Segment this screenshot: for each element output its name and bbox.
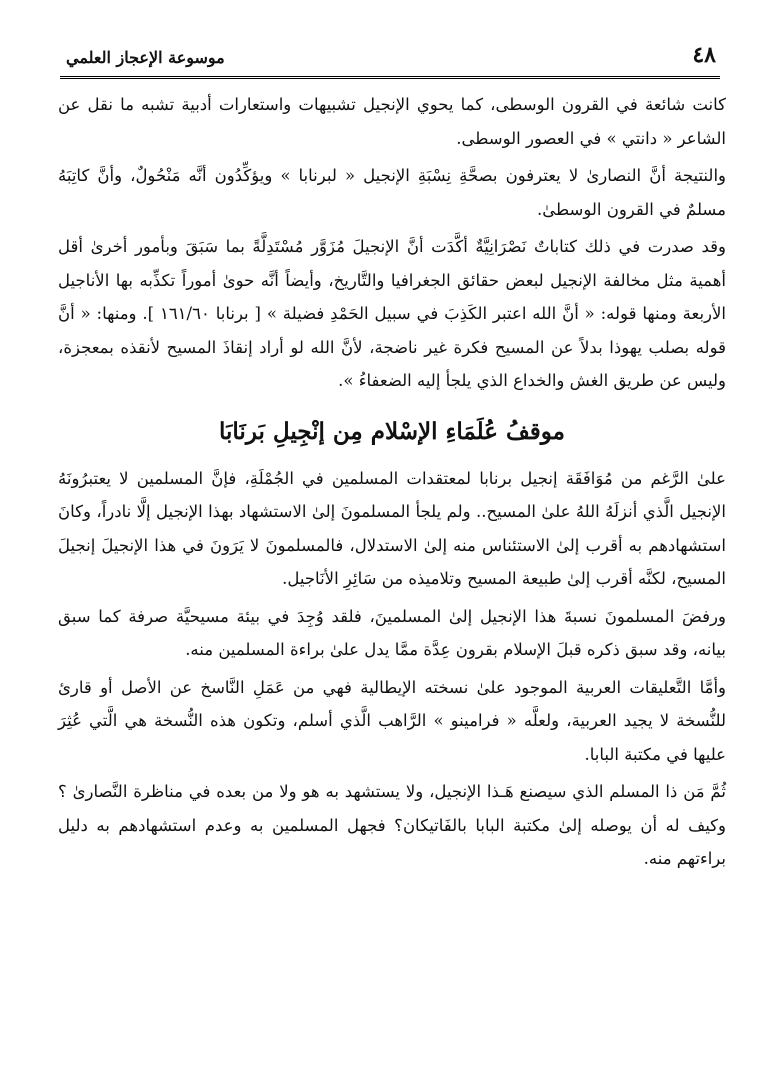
page-body — [58, 88, 726, 880]
paragraph: علىٰ الرَّغم من مُوَافَقَة إنجيل برنابا لمعتقدات المسلمين في الجُمْلَةِ، فإنَّ المسلمين لا يعتبرُونَهُ الإنجيل الَّذي أنزلَهُ اللهُ علىٰ المسيح.. ولم يلجأ المسلمونَ إلىٰ الاستشهاد بهذا الإنجيل إلَّا نادراً، وكانَ استشهادهم به أقرب إلىٰ الاستئناس منه إلىٰ الاستدلال، فالمسلمونَ لا يَرَونَ في هذا الإنجيلَ إنجيلَ المسيح، لكنَّه أقرب إلىٰ طبيعة المسيح وتلاميذه من سَائِرِ الأنَاجيل. — [58, 468, 726, 588]
paragraph: ورفضَ المسلمونَ نسبةَ هذا الإنجيل إلىٰ المسلمينَ، فلقد وُجِدَ في بيئة مسيحيَّة صرفة كما سبق بيانه، وقد سبق ذكره قبلَ الإسلام بقرون عِدَّة ممَّا يدل علىٰ براءة المسلمين منه. — [58, 606, 726, 659]
page-header — [60, 42, 720, 79]
paragraph: ثُمَّ مَن ذا المسلم الذي سيصنع هَـذا الإنجيل، ولا يستشهد به هو ولا من بعده في مناظرة النَّصارىٰ ؟ وكيف له أن يوصله إلىٰ مكتبة البابا بالفَاتيكان؟ فجهل المسلمين به وعدم استشهادهم به دليل براءتهم منه. — [58, 782, 726, 868]
paragraph: والنتيجة أنَّ النصارىٰ لا يعترفون بصحَّةِ نِسْبَةِ الإنجيل « لبرنابا » ويؤكِّدُون أنَّه مَنْحُولٌ، وأنَّ كاتِبَهُ مسلمٌ في القرون الوسطىٰ. — [58, 166, 726, 219]
page-number: ٤٨ — [692, 42, 716, 68]
paragraph: كانت شائعة في القرون الوسطى، كما يحوي الإنجيل تشبيهات واستعارات أدبية تشبه ما نقل عن الشاعر « دانتي » في العصور الوسطى. — [58, 95, 726, 148]
paragraph: وأمَّا التَّعليقات العربية الموجود علىٰ نسخته الإيطالية فهي من عَمَلِ النَّاسخ عن الأصل أو قارئ للنُّسخة لا يجيد العربية، ولعلَّه « فرامينو » الرَّاهب الَّذي أسلم، وتكون هذه النُّسخة هي الَّتي عُثِرَ عليها في مكتبة البابا. — [58, 677, 726, 764]
section-title: موقفُ عُلَمَاءِ الإسْلام مِن إنْجِيلِ بَرنَابَا — [219, 417, 565, 445]
running-title: موسوعة الإعجاز العلمي — [66, 48, 225, 67]
paragraph: وقد صدرت في ذلك كتاباتٌ نَصْرَانِيَّةٌ أكَّدَت أنَّ الإنجيلَ مُزَوَّر مُسْتَدِلَّةً بما سَبَقَ وبأمور أخرىٰ أقل أهمية مثل مخالفة الإنجيل لبعض حقائق الجغرافيا والتَّاريخ، وأيضاً أنَّه حوىٰ أموراً تكذِّبه بها الأناجيل الأربعة ومنها قوله: « أنَّ الله اعتبر الكَذِبَ في سبيل الحَمْدِ فضيلة » [ برنابا ١٦١/٦٠ ]. ومنها: « أنَّ قوله بصلب يهوذا بدلاً عن المسيح فكرة غير ناضجة، لأنَّ الله لو أراد إنقاذَ المسيح لأنقذه بمعجزة، وليس عن طريق الغش والخداع الذي يلجأ إليه الضعفاءُ ». — [58, 237, 726, 390]
